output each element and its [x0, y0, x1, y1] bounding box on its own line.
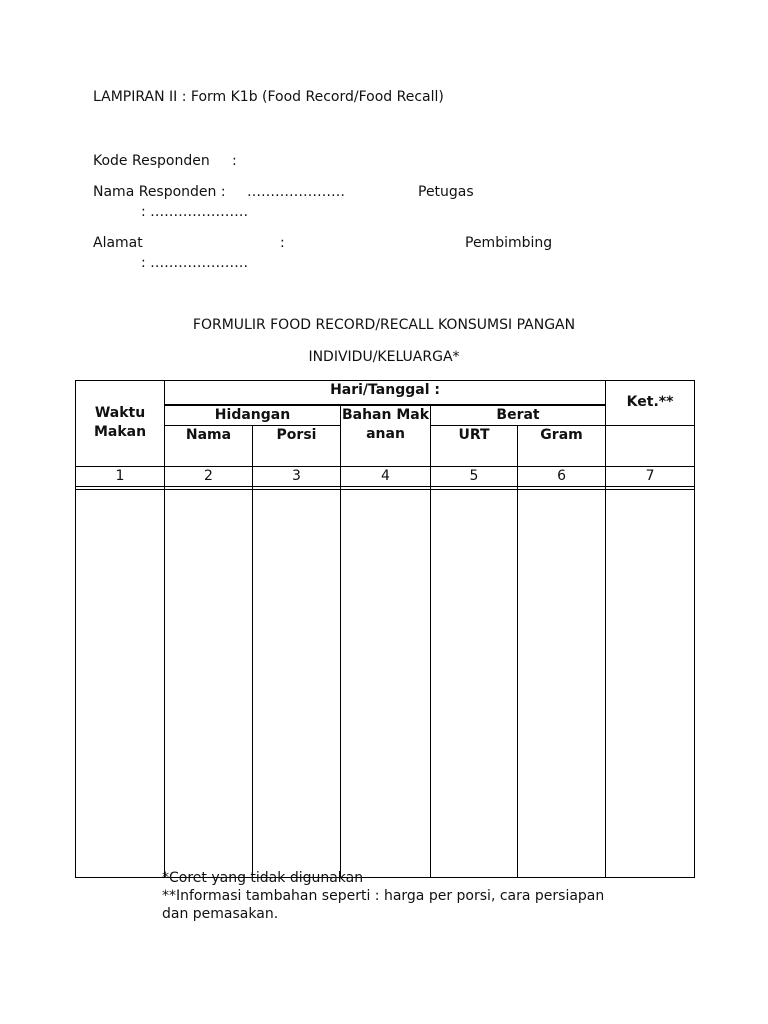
footnote-2-line1: **Informasi tambahan seperti : harga per porsi, cara persiapan	[162, 888, 605, 904]
entry-cell-bahan[interactable]	[341, 489, 431, 877]
header-hidangan: Hidangan	[165, 405, 341, 426]
column-number: 2	[165, 466, 253, 486]
header-ket-blank	[606, 425, 695, 466]
column-number: 7	[606, 466, 695, 486]
column-number: 6	[518, 466, 606, 486]
header-gram: Gram	[518, 425, 606, 466]
entry-cell-urt[interactable]	[431, 489, 518, 877]
food-record-table	[75, 380, 694, 878]
header-bahan-makanan: Bahan Makanan	[341, 405, 431, 467]
alamat-colon: :	[280, 235, 285, 251]
document-title: LAMPIRAN II : Form K1b (Food Record/Food Recall)	[93, 89, 444, 105]
header-porsi: Porsi	[253, 425, 341, 466]
header-berat: Berat	[431, 405, 606, 426]
column-number: 5	[431, 466, 518, 486]
form-title-line2: INDIVIDU/KELUARGA*	[308, 349, 460, 365]
kode-responden-label: Kode Responden	[93, 153, 210, 169]
petugas-value: : …………………	[141, 204, 249, 220]
footnote-1: *Coret yang tidak digunakan	[162, 870, 364, 886]
entry-cell-porsi[interactable]	[253, 489, 341, 877]
form-title-line1: FORMULIR FOOD RECORD/RECALL KONSUMSI PANGAN	[192, 317, 576, 333]
header-waktu-makan: Waktu Makan	[76, 381, 165, 467]
footnotes	[162, 869, 604, 923]
entry-cell-nama[interactable]	[165, 489, 253, 877]
pembimbing-label: Pembimbing	[465, 235, 553, 251]
entry-cell-waktu[interactable]	[76, 489, 165, 877]
footnote-2-line2: dan pemasakan.	[162, 906, 279, 922]
header-urt: URT	[431, 425, 518, 466]
nama-responden-dots: …………………	[247, 184, 345, 200]
header-ket: Ket.**	[606, 381, 695, 426]
alamat-label: Alamat	[93, 235, 143, 251]
header-nama: Nama	[165, 425, 253, 466]
petugas-label: Petugas	[418, 184, 474, 200]
column-number: 4	[341, 466, 431, 486]
kode-responden-colon: :	[232, 153, 237, 169]
entry-cell-gram[interactable]	[518, 489, 606, 877]
column-number: 1	[76, 466, 165, 486]
entry-cell-ket[interactable]	[606, 489, 695, 877]
column-number: 3	[253, 466, 341, 486]
header-hari-tanggal: Hari/Tanggal :	[165, 381, 606, 405]
pembimbing-value: : …………………	[141, 255, 249, 271]
nama-responden-label: Nama Responden :	[93, 184, 226, 200]
